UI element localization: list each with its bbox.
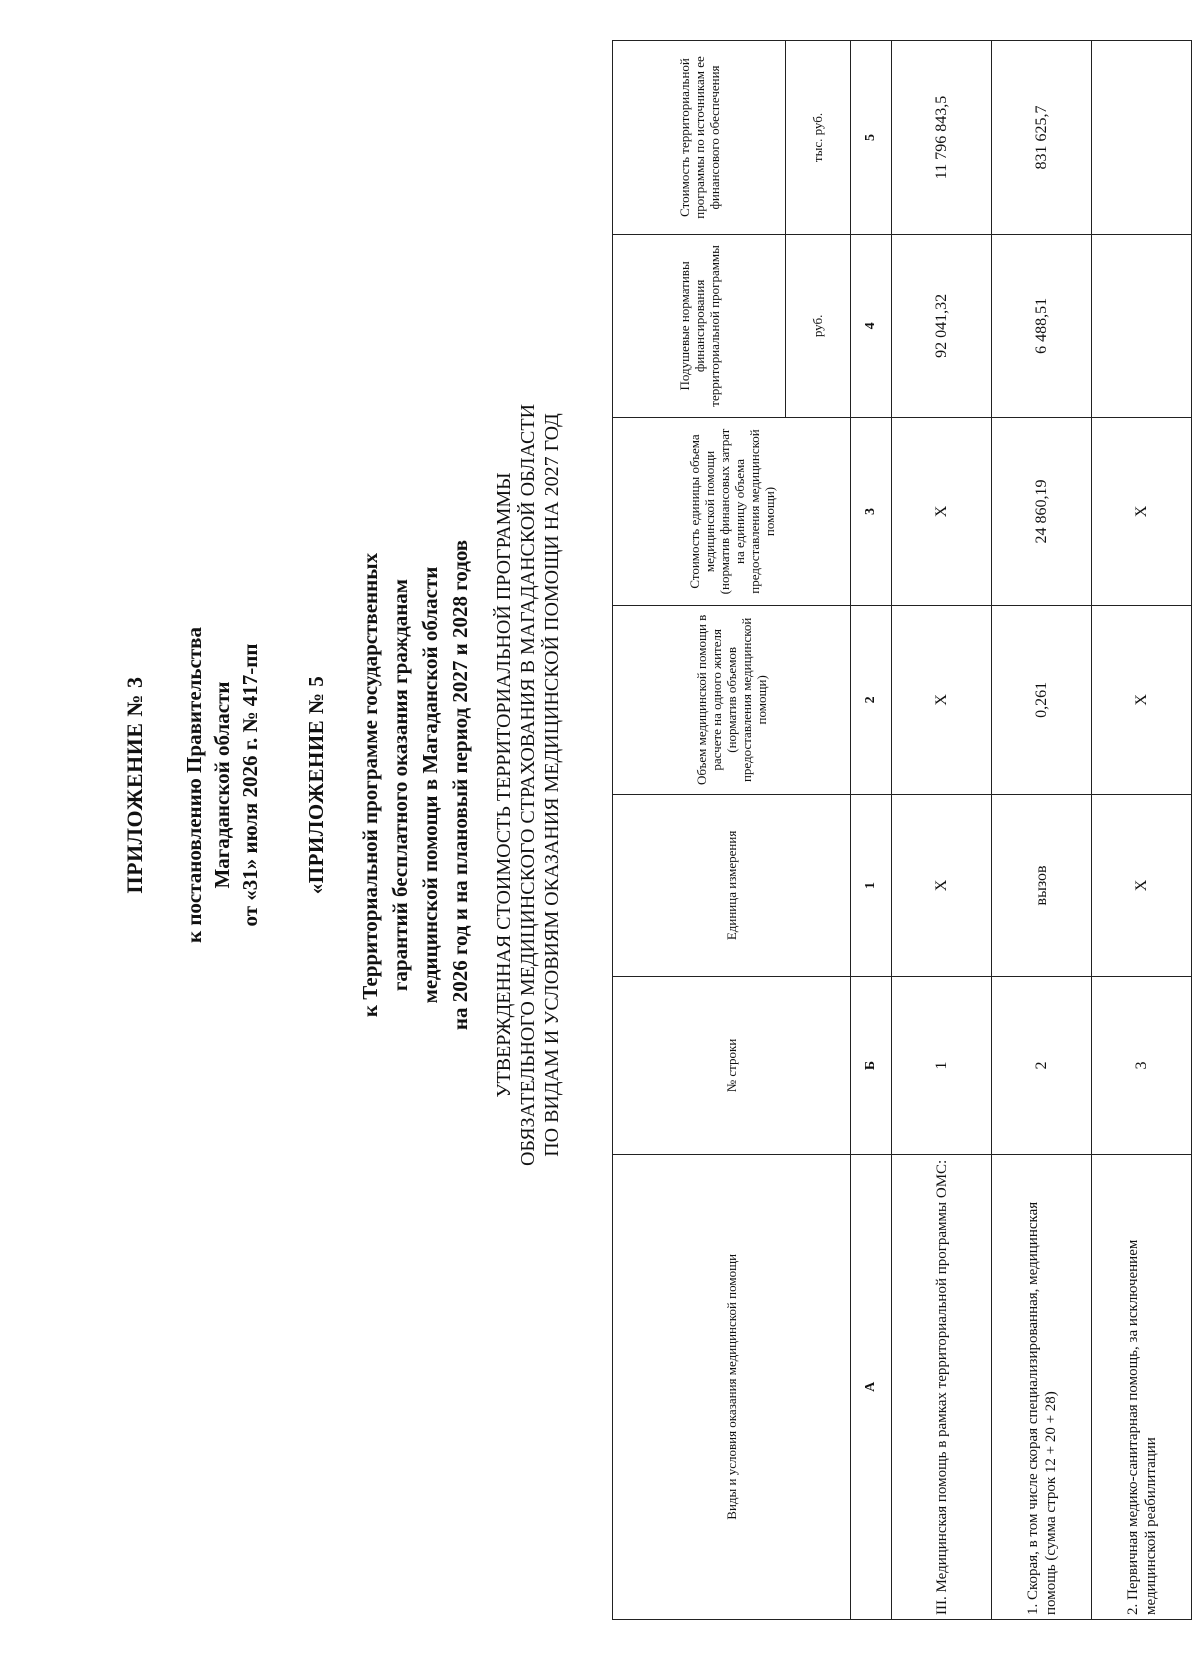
decree-line: к постановлению Правительства [182, 626, 206, 944]
decree-reference [180, 335, 236, 1235]
col-header-unit-cost: Стоимость единицы объема медицинской помощи (норматив финансовых затрат на единицу объема предоставления медицинской помощи) [613, 417, 851, 605]
col-number: 1 [851, 794, 892, 977]
col-header-total-cost: Стоимость территориальной программы по источникам ее финансового обеспечения [613, 41, 786, 235]
per-capita-cell: 6 488,51 [992, 234, 1092, 417]
document-title [492, 235, 564, 1335]
unit-cost-cell: X [1092, 417, 1192, 605]
decree-date: от «31» июля 2026 г. № 417-пп [238, 643, 262, 927]
row-number: 1 [892, 977, 992, 1154]
per-capita-cell: 92 041,32 [892, 234, 992, 417]
col-header-row-no: № строки [613, 977, 851, 1154]
program-line: гарантий бесплатного оказания гражданам [388, 578, 412, 992]
col-number: 5 [851, 41, 892, 235]
table-row [992, 41, 1092, 1620]
table-row [892, 41, 992, 1620]
total-cost-cell [1092, 41, 1192, 235]
program-reference [355, 335, 475, 1235]
row-label: 2. Первичная медико-санитарная помощь, за исключением медицинской реабилитации [1092, 1154, 1192, 1619]
volume-cell: X [1092, 606, 1192, 794]
total-cost-cell: 831 625,7 [992, 41, 1092, 235]
row-label: III. Медицинская помощь в рамках территориальной программы ОМС: [892, 1154, 992, 1619]
inner-appendix-title: «ПРИЛОЖЕНИЕ № 5 [304, 675, 328, 895]
program-line: медицинской помощи в Магаданской области [418, 566, 442, 1004]
col-header-type: Виды и условия оказания медицинской помощи [613, 1154, 851, 1619]
unit-cost-cell: 24 860,19 [992, 417, 1092, 605]
row-label: 1. Скорая, в том числе скорая специализированная, медицинская помощь (сумма строк 12 + 20 + 28) [992, 1154, 1092, 1619]
program-line: на 2026 год и на плановый период 2027 и 2028 годов [448, 539, 472, 1031]
per-capita-cell [1092, 234, 1192, 417]
unit-cell: X [892, 794, 992, 977]
unit-cell: X [1092, 794, 1192, 977]
unit-cost-cell: X [892, 417, 992, 605]
title-line: УТВЕРЖДЕННАЯ СТОИМОСТЬ ТЕРРИТОРИАЛЬНОЙ ПРОГРАММЫ [493, 472, 515, 1098]
title-line: ПО ВИДАМ И УСЛОВИЯМ ОКАЗАНИЯ МЕДИЦИНСКОЙ ПОМОЩИ НА 2027 ГОД [541, 413, 563, 1157]
col-number: 4 [851, 234, 892, 417]
unit-cell: вызов [992, 794, 1092, 977]
unit-rub: руб. [786, 234, 851, 417]
column-number-row [851, 41, 892, 1620]
cost-table [612, 40, 1192, 1620]
total-cost-cell: 11 796 843,5 [892, 41, 992, 235]
volume-cell: X [892, 606, 992, 794]
row-number: 3 [1092, 977, 1192, 1154]
col-header-unit: Единица измерения [613, 794, 851, 977]
unit-thousand-rub: тыс. руб. [786, 41, 851, 235]
title-line: ОБЯЗАТЕЛЬНОГО МЕДИЦИНСКОГО СТРАХОВАНИЯ В МАГАДАНСКОЙ ОБЛАСТИ [517, 403, 539, 1167]
row-number: 2 [992, 977, 1092, 1154]
col-header-volume: Объем медицинской помощи в расчете на одного жителя (норматив объемов предоставления медицинской помощи) [613, 606, 851, 794]
col-number: 2 [851, 606, 892, 794]
appendix-title: ПРИЛОЖЕНИЕ № 3 [122, 676, 147, 894]
table-row [1092, 41, 1192, 1620]
volume-cell: 0,261 [992, 606, 1092, 794]
col-header-per-capita: Подушевые нормативы финансирования территориальной программы [613, 234, 786, 417]
col-number: Б [851, 977, 892, 1154]
col-number: А [851, 1154, 892, 1619]
decree-line: Магаданской области [210, 681, 234, 889]
col-number: 3 [851, 417, 892, 605]
program-line: к Территориальной программе государственных [358, 552, 382, 1018]
